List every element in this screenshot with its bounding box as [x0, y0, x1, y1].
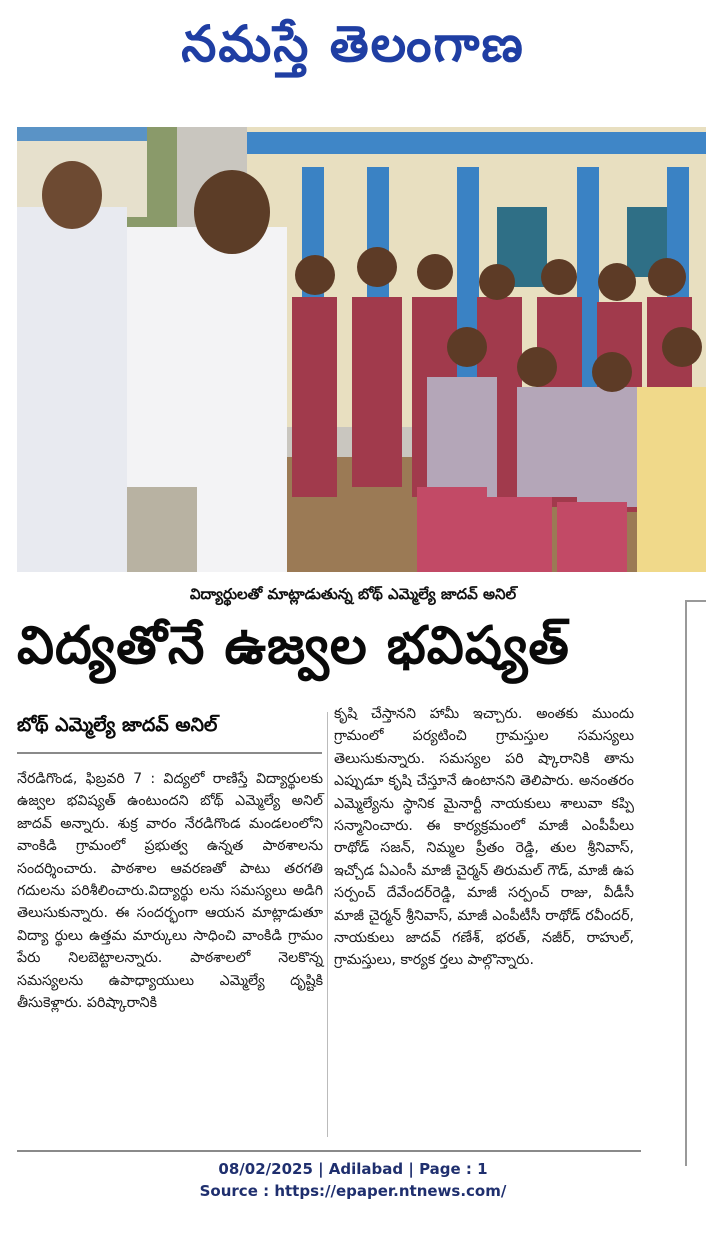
page-footer	[0, 1158, 706, 1202]
frame-rule-top	[685, 600, 706, 602]
article-column-left: నేరడిగొండ, ఫిబ్రవరి 7 : విద్యలో రాణిస్తే విద్యార్థులకు ఉజ్వల భవిష్యత్ ఉంటుందని బోథ్ ఎమ్మెల్యే అనిల్ జాదవ్ అన్నారు. శుక్ర వారం నేరడిగొండ మండలంలోని వాంకిడి గ్రామంలో ప్రభుత్వ ఉన్నత పాఠశాలను సందర్శించారు. పాఠశాల ఆవరణతో పాటు తరగతి గదులను పరిశీలించారు.విద్యార్థు లను సమస్యలు అడిగి తెలుసుకున్నారు. ఈ సందర్భంగా ఆయన మాట్లాడుతూ విద్యా ర్థులు ఉత్తమ మార్కులు సాధించి వాంకిడి గ్రామం పేరు నిలబెట్టాలన్నారు. పాఠశాలలో నెలకొన్న సమస్యలను ఉపాధ్యాయులు ఎమ్మెల్యే దృష్టికి తీసుకెళ్లారు. పరిష్కారానికి	[17, 771, 323, 1012]
footer-source-line: Source : https://epaper.ntnews.com/	[199, 1182, 507, 1200]
school-visit-photo	[17, 127, 706, 572]
frame-rule-right	[685, 600, 687, 1166]
newspaper-masthead	[0, 0, 706, 118]
news-photo	[17, 127, 706, 572]
byline-rule	[17, 752, 322, 754]
article-headline: విద్యతోనే ఉజ్వల భవిష్యత్	[17, 616, 570, 676]
photo-caption: విద్యార్థులతో మాట్లాడుతున్న బోథ్ ఎమ్మెల్యే జాదవ్ అనిల్	[189, 585, 517, 603]
article-byline: బోథ్ ఎమ్మెల్యే జాదవ్ అనిల్	[17, 714, 218, 736]
article-column-right: కృషి చేస్తానని హామీ ఇచ్చారు. అంతకు ముందు గ్రామంలో పర్యటించి గ్రామస్తుల సమస్యలు తెలుసుకున్నారు. సమస్యల పరి ష్కారానికి తాను ఎప్పుడూ కృషి చేస్తూనే ఉంటానని తెలిపారు. అనంతరం ఎమ్మెల్యేను స్థానిక మైనార్టీ నాయకులు శాలువా కప్పి సన్మానించారు. ఈ కార్యక్రమంలో మాజీ ఎంపీపీలు రాథోడ్ సజన్, నిమ్మల ప్రీతం రెడ్డి, తుల శ్రీనివాస్, ఇచ్చోడ ఏఎంసీ మాజీ చైర్మన్ తిరుమల్ గౌడ్, మాజీ ఉప సర్పంచ్ దేవేందర్‌రెడ్డి, మాజీ సర్పంచ్ రాజు, వీడీసీ మాజీ చైర్మన్ శ్రీనివాస్, మాజీ ఎంపీటీసీ రాథోడ్ రవీందర్, నాయకులు జాదవ్ గణేశ్, భరత్, నజీర్, రాహుల్, గ్రామస్తులు, కార్యక ర్తలు పాల్గొన్నారు.	[334, 706, 634, 969]
article-bottom-rule	[17, 1150, 641, 1152]
column-divider	[327, 712, 328, 1137]
masthead-title: నమస్తే తెలంగాణ	[181, 15, 525, 73]
footer-date-line: 08/02/2025 | Adilabad | Page : 1	[218, 1160, 488, 1178]
